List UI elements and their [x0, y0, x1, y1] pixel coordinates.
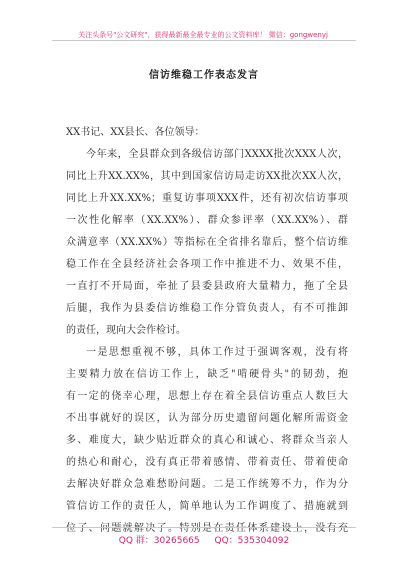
paragraph-line: 的热心和耐心，没有真正带着感情、带着责任、带着使命 [66, 457, 348, 468]
paragraph-line: 同比上升XX.XX%；重复访事项XXX件，还有初次信访事项 [66, 193, 348, 204]
document-title: 信访维稳工作表态发言 [149, 70, 259, 81]
paragraph-line: 的责任，现向大会作检讨。 [66, 325, 186, 336]
footer-contact [0, 533, 408, 546]
paragraph-line: 众满意率（XX.XX%）等指标在全省排名靠后，整个信访维 [66, 237, 348, 248]
document-body [66, 122, 348, 540]
footer-qq-group: QQ 群：30265665 [118, 536, 200, 546]
paragraph-line: 后腿，我作为县委信访维稳工作分管负责人，有不可推卸 [66, 303, 348, 314]
header-divider [52, 40, 356, 41]
paragraph-line: 位了、问题就解决了。特别是在责任体系建设上，没有充 [66, 523, 348, 534]
paragraph-line: 一次性化解率（XX.XX%）、群众参评率（XX.XX%）、群 [66, 215, 348, 226]
paragraph-line: 一是思想重视不够，具体工作过于强调客观，没有将 [86, 347, 348, 358]
footer-qq-number: QQ：535304092 [214, 536, 290, 546]
paragraph-line: 不出事就好的误区，认为部分历史遗留问题化解所需资金 [66, 413, 348, 424]
paragraph-line: 去解决好群众急难愁盼问题。二是工作统筹不力，作为分 [66, 479, 348, 490]
paragraph-line: 管信访工作的责任人，简单地认为工作调度了、措施就到 [66, 501, 348, 512]
paragraph-line: 主要精力放在信访工作上，缺乏"啃硬骨头"的韧劲，抱 [66, 369, 348, 380]
salutation: XX书记、XX县长、各位领导： [66, 127, 205, 138]
paragraph-line: 今年来，全县群众到各级信访部门XXXX批次XXX人次， [86, 149, 348, 160]
paragraph-line: 一直打不开局面，牵扯了县委县政府大量精力，拖了全县 [66, 281, 348, 292]
paragraph-line: 稳工作在全县经济社会各项工作中推进不力、效果不佳， [66, 259, 348, 270]
paragraph-line: 同比上升XX.XX%，其中到国家信访局走访XX批次XX人次， [66, 171, 348, 182]
paragraph-line: 多、难度大，缺少贴近群众的真心和诚心、将群众当亲人 [66, 435, 348, 446]
paragraph-line: 有一定的侥幸心理，思想上存在着全县信访重点人数巨大 [66, 391, 348, 402]
header-banner: 关注头条号"公文研究"，获得最新最全最专业的公文资料库！ 微信：gongwenyj [78, 31, 328, 39]
footer-divider [52, 527, 356, 528]
